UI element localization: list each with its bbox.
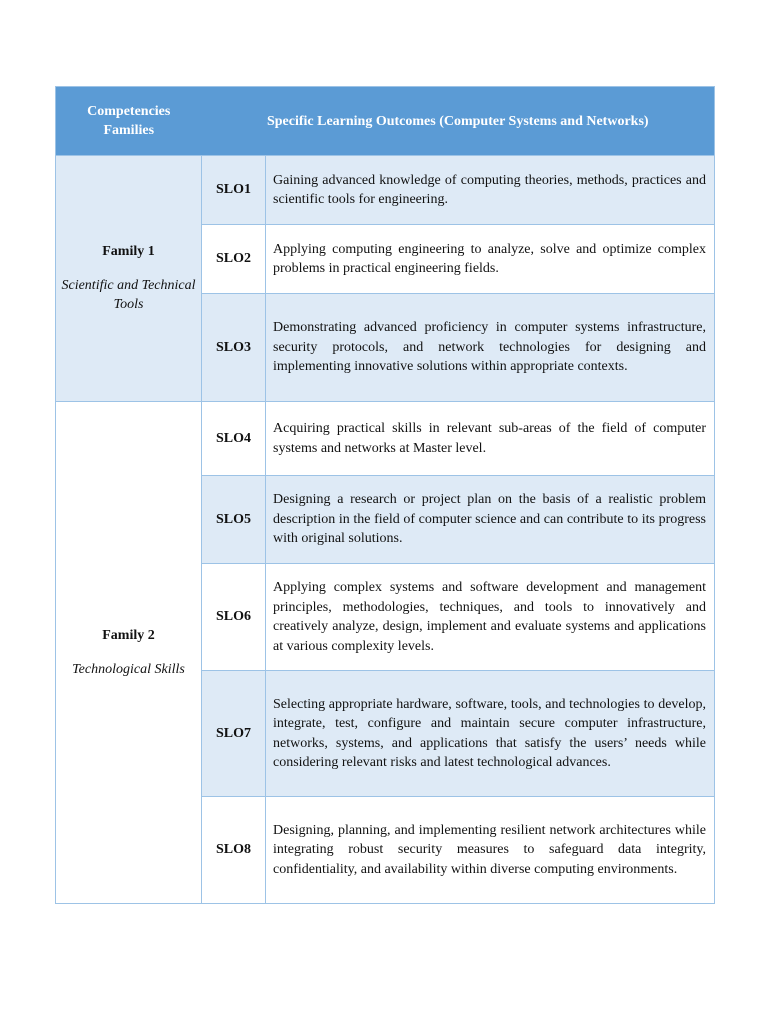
family-2-description: Technological Skills xyxy=(72,661,185,677)
slo4-text: Acquiring practical skills in relevant sub-areas of the field of computer systems and networks at Master level. xyxy=(266,402,715,476)
slo2-text: Applying computing engineering to analyze, solve and optimize complex problems in practical engineering fields. xyxy=(266,225,715,294)
header-competencies-families: Competencies Families xyxy=(56,87,202,156)
family-2-cell xyxy=(56,402,202,904)
family-1-name: Family 1 xyxy=(102,244,155,260)
slo7-text: Selecting appropriate hardware, software, tools, and technologies to develop, integrate, test, configure and maintain secure computer infrastructure, networks, systems, and applications that satisfy the users’ needs while considering relevant risks and latest technological advances. xyxy=(266,671,715,797)
slo5-code: SLO5 xyxy=(202,476,266,564)
family-1-description: Scientific and Technical Tools xyxy=(61,277,196,313)
slo6-text: Applying complex systems and software development and management principles, methodologies, techniques, and tools to innovatively and creatively analyze, design, implement and evaluate systems and applications at various complexity levels. xyxy=(266,564,715,671)
slo7-code: SLO7 xyxy=(202,671,266,797)
header-specific-learning-outcomes: Specific Learning Outcomes (Computer Systems and Networks) xyxy=(202,87,715,156)
learning-outcomes-table xyxy=(55,86,715,904)
slo3-text: Demonstrating advanced proficiency in computer systems infrastructure, security protocols, and network technologies for designing and implementing innovative solutions within appropriate contexts. xyxy=(266,294,715,402)
slo1-text: Gaining advanced knowledge of computing theories, methods, practices and scientific tools for engineering. xyxy=(266,156,715,225)
family-2-name: Family 2 xyxy=(102,628,155,643)
slo8-code: SLO8 xyxy=(202,797,266,904)
table-row xyxy=(56,156,715,225)
table-header-row xyxy=(56,87,715,156)
slo3-code: SLO3 xyxy=(202,294,266,402)
slo5-text: Designing a research or project plan on the basis of a realistic problem description in the field of computer science and can contribute to its progress with original solutions. xyxy=(266,476,715,564)
slo2-code: SLO2 xyxy=(202,225,266,294)
table-row xyxy=(56,402,715,476)
slo8-text: Designing, planning, and implementing resilient network architectures while integrating robust security measures to safeguard data integrity, confidentiality, and availability within diverse computing environments. xyxy=(266,797,715,904)
slo1-code: SLO1 xyxy=(202,156,266,225)
family-1-cell xyxy=(56,156,202,402)
slo6-code: SLO6 xyxy=(202,564,266,671)
slo4-code: SLO4 xyxy=(202,402,266,476)
